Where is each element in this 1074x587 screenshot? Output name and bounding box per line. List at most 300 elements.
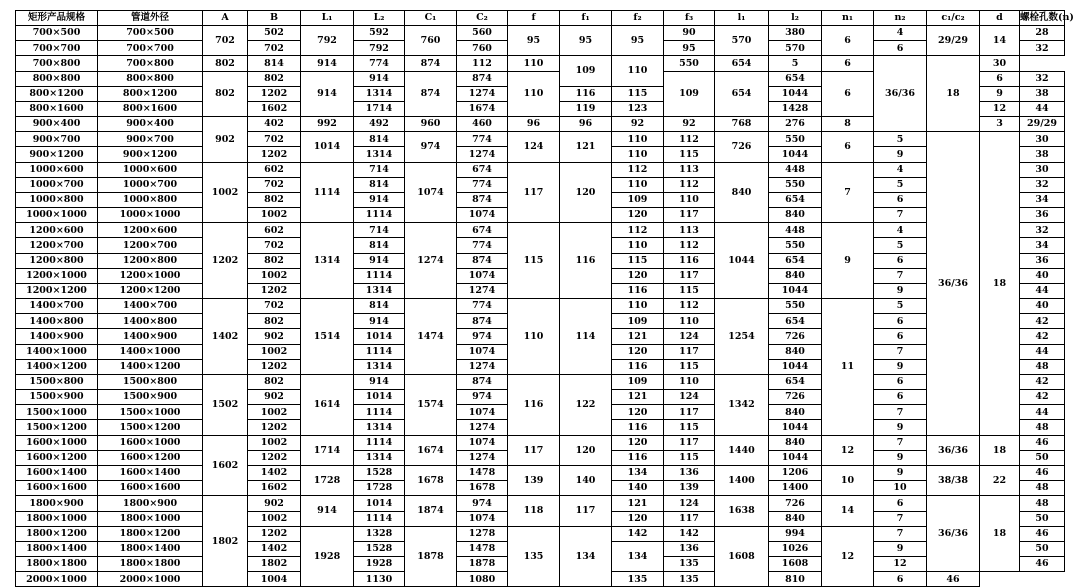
table-cell: 6 [874,329,927,344]
table-cell: 30 [1020,132,1065,147]
table-cell: 1114 [301,162,354,223]
table-cell: 1314 [354,359,405,374]
header-cell: L₂ [354,11,405,26]
table-cell: 1400×1000 [16,344,98,359]
table-cell: 570 [715,26,769,56]
table-cell: 1474 [405,299,457,375]
table-cell: 2000×1000 [98,572,203,587]
table-cell: 110 [612,177,664,192]
table-cell: 115 [508,223,560,299]
header-cell: f [508,11,560,26]
table-cell: 1528 [354,541,405,556]
table-cell: 914 [301,56,354,71]
table-cell: 1714 [354,101,405,116]
header-cell: 矩形产品规格 [16,11,98,26]
table-cell: 14 [980,26,1020,56]
table-cell: 1478 [457,465,508,480]
table-cell: 914 [354,253,405,268]
table-cell: 116 [612,420,664,435]
table-cell: 654 [715,56,769,71]
table-cell: 1500×800 [98,374,203,389]
table-cell: 7 [874,435,927,450]
table-cell: 1044 [715,223,769,299]
table-cell: 1000×700 [16,177,98,192]
table-cell: 974 [457,329,508,344]
table-cell: 900×400 [98,117,203,132]
table-cell: 96 [560,117,612,132]
table-cell: 1044 [769,359,822,374]
table-cell: 1074 [457,208,508,223]
header-cell: C₂ [457,11,508,26]
table-cell: 42 [1020,374,1065,389]
table-cell: 874 [457,374,508,389]
table-cell: 1274 [457,359,508,374]
table-cell: 120 [612,208,664,223]
table-cell: 1500×1200 [98,420,203,435]
table-cell: 135 [664,557,715,572]
table-cell: 50 [1020,450,1065,465]
table-cell: 7 [874,511,927,526]
table-row [16,465,1065,480]
table-cell: 874 [405,56,457,71]
table-cell: 902 [203,117,248,163]
table-cell: 95 [508,26,560,56]
table-cell: 800×1600 [16,101,98,116]
table-cell: 112 [664,132,715,147]
table-cell: 1114 [354,435,405,450]
table-cell: 115 [664,147,715,162]
table-cell: 32 [1020,223,1065,238]
table-cell: 12 [980,101,1020,116]
table-cell: 18 [980,496,1020,572]
table-cell: 1600×1200 [16,450,98,465]
table-cell: 714 [354,223,405,238]
table-cell: 1274 [405,223,457,299]
table-cell: 492 [354,117,405,132]
table-cell: 974 [405,132,457,162]
table-cell: 1528 [354,465,405,480]
table-cell: 110 [508,56,560,71]
table-cell: 112 [664,238,715,253]
table-cell: 134 [612,465,664,480]
header-cell: B [248,11,301,26]
table-body [16,26,1065,587]
table-cell: 1600×1400 [16,465,98,480]
header-row [16,11,1065,26]
table-cell: 34 [1020,238,1065,253]
table-cell: 1002 [248,511,301,526]
table-cell: 109 [612,374,664,389]
table-cell: 46 [1020,526,1065,541]
header-cell: A [203,11,248,26]
table-cell: 1114 [354,511,405,526]
table-cell: 117 [664,435,715,450]
table-cell: 110 [508,71,560,117]
table-cell: 1014 [354,329,405,344]
table-cell: 1202 [248,526,301,541]
table-cell: 1800×1000 [98,511,203,526]
table-cell: 1074 [457,344,508,359]
table-cell: 110 [664,314,715,329]
table-cell: 702 [248,299,301,314]
table-cell: 120 [612,405,664,420]
header-cell: l₁ [715,11,769,26]
table-cell: 48 [1020,496,1065,511]
table-cell: 46 [1020,435,1065,450]
table-cell: 1200×700 [98,238,203,253]
table-cell: 760 [405,26,457,56]
table-cell: 12 [822,526,874,587]
table-cell: 1874 [405,496,457,526]
table-cell: 702 [248,41,301,56]
table-cell: 109 [612,192,664,207]
table-cell: 1314 [354,86,405,101]
table-cell: 1608 [715,526,769,587]
table-cell: 1000×1000 [16,208,98,223]
table-cell: 1674 [405,435,457,465]
table-cell: 702 [248,238,301,253]
table-cell: 1400×800 [98,314,203,329]
table-cell: 1500×1000 [16,405,98,420]
table-cell: 1514 [301,299,354,375]
table-cell: 802 [248,192,301,207]
table-cell: 1600×1200 [98,450,203,465]
table-cell: 1002 [248,208,301,223]
table-cell: 702 [248,132,301,147]
table-cell: 115 [612,253,664,268]
table-cell: 1080 [457,572,508,587]
table-cell: 550 [769,299,822,314]
table-cell: 800×1600 [98,101,203,116]
table-cell: 1044 [769,450,822,465]
table-cell: 95 [664,41,715,56]
table-cell: 116 [664,253,715,268]
table-cell: 7 [874,268,927,283]
table-cell: 140 [612,481,664,496]
table-cell: 117 [508,435,560,465]
table-row [16,435,1065,450]
table-cell: 112 [612,223,664,238]
table-cell: 1500×900 [16,390,98,405]
table-cell: 1314 [354,283,405,298]
header-cell: L₁ [301,11,354,26]
table-cell: 6 [980,71,1020,86]
table-cell: 774 [457,238,508,253]
table-cell: 7 [874,526,927,541]
table-cell: 95 [612,26,664,56]
table-cell: 802 [203,56,248,71]
header-cell: d [980,11,1020,26]
table-cell: 774 [354,56,405,71]
table-cell: 902 [248,329,301,344]
table-cell: 14 [822,496,874,526]
table-cell: 874 [457,314,508,329]
table-cell: 1602 [248,101,301,116]
table-cell: 800×1200 [98,86,203,101]
table-cell: 29/29 [1020,117,1065,132]
table-cell: 114 [560,299,612,375]
table-cell: 900×700 [16,132,98,147]
table-cell: 139 [508,465,560,495]
table-cell: 960 [405,117,457,132]
table-cell: 124 [508,132,560,162]
table-cell: 774 [457,177,508,192]
table-cell: 135 [508,526,560,587]
table-cell: 30 [980,56,1020,71]
table-cell: 726 [769,390,822,405]
table-cell: 9 [874,359,927,374]
table-cell: 18 [980,435,1020,465]
table-cell: 1274 [457,420,508,435]
table-cell: 802 [248,374,301,389]
table-cell: 6 [822,132,874,162]
table-cell: 802 [248,314,301,329]
table-cell: 1400×900 [98,329,203,344]
table-cell: 726 [715,132,769,162]
table-cell: 110 [612,147,664,162]
table-cell: 12 [874,557,927,572]
table-cell: 1202 [248,283,301,298]
table-cell: 1114 [354,405,405,420]
table-cell: 1400×700 [98,299,203,314]
table-cell: 109 [664,71,715,117]
table-cell: 42 [1020,314,1065,329]
table-cell: 900×400 [16,117,98,132]
table-cell: 29/29 [927,26,980,56]
table-cell: 550 [664,56,715,71]
table-cell: 4 [874,223,927,238]
table-cell: 1014 [354,390,405,405]
table-cell: 654 [769,71,822,86]
table-cell: 40 [1020,299,1065,314]
table-cell: 1342 [715,374,769,435]
table-cell: 1400×900 [16,329,98,344]
table-cell: 110 [664,192,715,207]
table-cell: 115 [664,359,715,374]
table-cell: 46 [927,572,980,587]
table-cell: 11 [822,299,874,436]
table-cell: 121 [612,390,664,405]
table-row [16,223,1065,238]
table-cell: 1200×1000 [98,268,203,283]
table-cell: 1500×900 [98,390,203,405]
table-cell: 1254 [715,299,769,375]
table-cell: 802 [248,253,301,268]
table-cell: 974 [457,390,508,405]
table-cell: 116 [612,283,664,298]
table-cell: 914 [354,71,405,86]
table-cell: 116 [508,374,560,435]
table-cell: 18 [927,56,980,132]
table-cell: 840 [769,344,822,359]
table-cell: 136 [664,465,715,480]
table-cell: 48 [1020,359,1065,374]
table-cell: 1600×1600 [16,481,98,496]
table-cell: 120 [612,511,664,526]
table-cell: 1878 [405,526,457,587]
table-cell: 1678 [405,465,457,495]
table-cell: 134 [560,526,612,587]
table-cell: 112 [664,299,715,314]
table-cell: 550 [769,177,822,192]
table-cell: 1600×1600 [98,481,203,496]
table-cell: 10 [822,465,874,495]
table-cell: 1500×1200 [16,420,98,435]
table-cell: 874 [457,253,508,268]
table-cell: 1202 [248,147,301,162]
table-cell: 34 [1020,192,1065,207]
table-cell: 800×800 [98,71,203,86]
table-cell: 974 [457,496,508,511]
table-cell: 1200×600 [98,223,203,238]
table-cell: 560 [457,26,508,41]
table-cell: 674 [457,162,508,177]
table-cell: 914 [354,374,405,389]
table-row [16,26,1065,41]
table-cell: 5 [874,238,927,253]
table-cell: 570 [769,41,822,56]
table-cell: 48 [1020,481,1065,496]
table-cell: 1044 [769,147,822,162]
table-cell: 602 [248,223,301,238]
table-cell: 700×800 [16,56,98,71]
table-cell: 96 [508,117,560,132]
table-cell: 1314 [301,223,354,299]
table-cell: 760 [457,41,508,56]
table-cell: 112 [612,162,664,177]
table-cell: 1200×1200 [98,283,203,298]
table-cell: 1800×1200 [16,526,98,541]
table-cell: 1200×700 [16,238,98,253]
table-cell: 109 [560,56,612,86]
header-cell: 螺栓孔数(n) [1020,11,1065,26]
table-cell: 9 [874,465,927,480]
table-cell: 702 [248,177,301,192]
table-cell: 726 [769,496,822,511]
table-cell: 109 [612,314,664,329]
table-cell: 1000×700 [98,177,203,192]
table-row [16,374,1065,389]
table-cell: 814 [354,299,405,314]
table-cell: 1200×800 [16,253,98,268]
table-cell: 5 [874,132,927,147]
table-cell: 914 [301,496,354,526]
table-cell: 121 [612,496,664,511]
table-cell: 7 [874,405,927,420]
table-cell: 1274 [457,86,508,101]
table-cell: 32 [1020,71,1065,86]
table-cell: 6 [822,26,874,56]
table-cell: 110 [612,56,664,86]
table-cell: 714 [354,162,405,177]
table-row [16,299,1065,314]
table-cell: 12 [822,435,874,465]
table-cell: 1800×1400 [98,541,203,556]
table-cell: 9 [822,223,874,299]
table-cell: 1928 [301,526,354,587]
table-cell: 113 [664,162,715,177]
table-cell: 1800×900 [98,496,203,511]
table-cell: 1402 [248,541,301,556]
table-cell: 116 [560,223,612,299]
table-cell: 113 [664,223,715,238]
table-cell: 840 [769,268,822,283]
table-cell: 1000×800 [16,192,98,207]
table-cell: 550 [769,132,822,147]
table-cell: 1608 [769,557,822,572]
table-cell: 4 [874,26,927,41]
table-cell: 6 [874,314,927,329]
table-cell: 117 [664,405,715,420]
table-cell: 1274 [457,450,508,465]
table-cell: 10 [874,481,927,496]
table-cell: 6 [874,253,927,268]
table-cell: 992 [301,117,354,132]
table-cell: 117 [508,162,560,223]
table-cell: 792 [354,41,405,56]
table-cell: 48 [1020,420,1065,435]
table-cell: 1714 [301,435,354,465]
header-cell: n₁ [822,11,874,26]
table-cell: 9 [874,541,927,556]
table-cell: 7 [874,208,927,223]
table-cell: 1502 [203,374,248,435]
table-cell: 1200×600 [16,223,98,238]
table-cell: 135 [664,572,715,587]
table-cell: 1802 [203,496,248,587]
table-cell: 1000×600 [16,162,98,177]
table-cell: 1002 [248,405,301,420]
table-cell: 117 [664,511,715,526]
table-cell: 36/36 [927,496,980,572]
table-cell: 1400×1200 [98,359,203,374]
table-cell: 136 [664,541,715,556]
table-cell: 1314 [354,420,405,435]
table-cell: 42 [1020,329,1065,344]
table-cell: 115 [664,450,715,465]
table-cell: 774 [457,132,508,147]
table-cell: 95 [560,26,612,56]
table-cell: 6 [822,56,874,71]
table-cell: 117 [560,496,612,526]
table-cell: 814 [354,238,405,253]
table-cell: 1014 [301,132,354,162]
table-cell: 1000×600 [98,162,203,177]
table-cell: 1202 [248,450,301,465]
table-cell: 1602 [248,481,301,496]
table-cell: 36/36 [927,435,980,465]
table-cell: 1600×1000 [16,435,98,450]
table-cell: 1800×1200 [98,526,203,541]
table-cell: 7 [822,162,874,223]
table-cell: 124 [664,390,715,405]
table-cell: 112 [664,177,715,192]
table-cell: 460 [457,117,508,132]
table-cell: 1000×800 [98,192,203,207]
table-cell: 5 [874,177,927,192]
table-cell: 115 [664,283,715,298]
table-cell: 792 [301,26,354,56]
table-cell: 840 [769,405,822,420]
table-cell: 900×700 [98,132,203,147]
table-cell: 6 [874,41,927,56]
table-cell: 1074 [457,435,508,450]
table-cell: 1200×1000 [16,268,98,283]
table-cell: 32 [1020,177,1065,192]
table-cell: 1428 [769,101,822,116]
table-cell: 802 [248,71,301,86]
table-cell: 50 [1020,511,1065,526]
